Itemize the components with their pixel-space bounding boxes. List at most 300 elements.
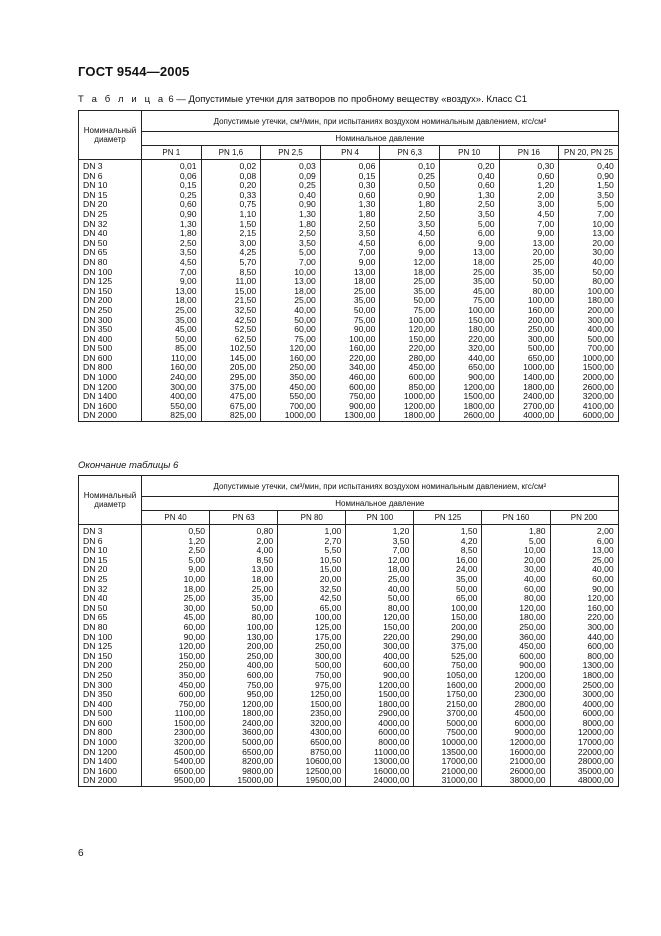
cell-leakage-value: 4,20 bbox=[414, 537, 482, 547]
cell-leakage-value: 38000,00 bbox=[482, 776, 550, 786]
cell-leakage-value: 13,00 bbox=[142, 287, 202, 297]
cell-leakage-value: 25,00 bbox=[439, 268, 499, 278]
cell-leakage-value: 4500,00 bbox=[482, 709, 550, 719]
sub-header-nominal-pressure: Номинальное давление bbox=[142, 497, 619, 511]
cell-nominal-diameter: DN 1200 bbox=[79, 383, 142, 393]
cell-leakage-value: 160,00 bbox=[550, 604, 618, 614]
cell-leakage-value: 25,00 bbox=[346, 575, 414, 585]
cell-leakage-value: 13500,00 bbox=[414, 748, 482, 758]
cell-leakage-value: 825,00 bbox=[142, 411, 202, 421]
cell-leakage-value: 0,40 bbox=[559, 160, 619, 172]
cell-leakage-value: 65,00 bbox=[278, 604, 346, 614]
cell-leakage-value: 440,00 bbox=[439, 354, 499, 364]
table-row bbox=[79, 525, 619, 537]
cell-leakage-value: 250,00 bbox=[210, 652, 278, 662]
cell-leakage-value: 0,25 bbox=[142, 191, 202, 201]
cell-leakage-value: 600,00 bbox=[320, 383, 380, 393]
cell-leakage-value: 160,00 bbox=[320, 344, 380, 354]
cell-nominal-diameter: DN 80 bbox=[79, 258, 142, 268]
cell-nominal-diameter: DN 3 bbox=[79, 160, 142, 172]
cell-leakage-value: 18,00 bbox=[320, 277, 380, 287]
cell-leakage-value: 9,00 bbox=[439, 239, 499, 249]
cell-leakage-value: 700,00 bbox=[261, 402, 321, 412]
cell-leakage-value: 2150,00 bbox=[414, 700, 482, 710]
cell-leakage-value: 15,00 bbox=[278, 565, 346, 575]
cell-leakage-value: 300,00 bbox=[499, 335, 559, 345]
cell-leakage-value: 32,50 bbox=[201, 306, 261, 316]
cell-leakage-value: 4,50 bbox=[380, 229, 440, 239]
cell-leakage-value: 21,50 bbox=[201, 296, 261, 306]
cell-leakage-value: 4,50 bbox=[142, 258, 202, 268]
cell-leakage-value: 1,80 bbox=[261, 220, 321, 230]
cell-leakage-value: 2000,00 bbox=[559, 373, 619, 383]
cell-nominal-diameter: DN 50 bbox=[79, 604, 142, 614]
cell-leakage-value: 9800,00 bbox=[210, 767, 278, 777]
cell-leakage-value: 1600,00 bbox=[414, 681, 482, 691]
cell-leakage-value: 2300,00 bbox=[142, 728, 210, 738]
cell-leakage-value: 2,00 bbox=[550, 525, 618, 537]
cell-leakage-value: 19500,00 bbox=[278, 776, 346, 786]
cell-leakage-value: 5,00 bbox=[439, 220, 499, 230]
cell-leakage-value: 45,00 bbox=[142, 613, 210, 623]
cell-leakage-value: 75,00 bbox=[439, 296, 499, 306]
cell-leakage-value: 0,90 bbox=[261, 200, 321, 210]
cell-leakage-value: 25,00 bbox=[261, 296, 321, 306]
cell-nominal-diameter: DN 15 bbox=[79, 191, 142, 201]
cell-leakage-value: 13,00 bbox=[261, 277, 321, 287]
cell-leakage-value: 200,00 bbox=[210, 642, 278, 652]
cell-leakage-value: 24000,00 bbox=[346, 776, 414, 786]
cell-leakage-value: 48000,00 bbox=[550, 776, 618, 786]
cell-nominal-diameter: DN 250 bbox=[79, 306, 142, 316]
cell-leakage-value: 13000,00 bbox=[346, 757, 414, 767]
cell-leakage-value: 525,00 bbox=[414, 652, 482, 662]
cell-leakage-value: 10,00 bbox=[142, 575, 210, 585]
cell-leakage-value: 1,10 bbox=[201, 210, 261, 220]
cell-leakage-value: 9500,00 bbox=[142, 776, 210, 786]
cell-leakage-value: 65,00 bbox=[414, 594, 482, 604]
cell-leakage-value: 825,00 bbox=[201, 411, 261, 421]
cell-leakage-value: 6,00 bbox=[439, 229, 499, 239]
cell-nominal-diameter: DN 40 bbox=[79, 594, 142, 604]
cell-leakage-value: 1,20 bbox=[499, 181, 559, 191]
cell-leakage-value: 7,00 bbox=[261, 258, 321, 268]
cell-leakage-value: 600,00 bbox=[210, 671, 278, 681]
cell-leakage-value: 1800,00 bbox=[550, 671, 618, 681]
group-header-allowed-leakage: Допустимые утечки, см³/мин, при испытаниях воздухом номинальным давлением, кгс/см² bbox=[142, 476, 619, 497]
column-header-pressure: PN 20, PN 25 bbox=[559, 146, 619, 160]
cell-leakage-value: 750,00 bbox=[320, 392, 380, 402]
column-header-pressure: PN 6,3 bbox=[380, 146, 440, 160]
cell-leakage-value: 100,00 bbox=[320, 335, 380, 345]
cell-leakage-value: 1500,00 bbox=[559, 363, 619, 373]
cell-leakage-value: 460,00 bbox=[320, 373, 380, 383]
cell-leakage-value: 1000,00 bbox=[261, 411, 321, 421]
cell-leakage-value: 18,00 bbox=[210, 575, 278, 585]
cell-leakage-value: 102,50 bbox=[201, 344, 261, 354]
cell-leakage-value: 180,00 bbox=[559, 296, 619, 306]
column-header-pressure: PN 1 bbox=[142, 146, 202, 160]
cell-leakage-value: 1,50 bbox=[559, 181, 619, 191]
cell-leakage-value: 1,30 bbox=[261, 210, 321, 220]
cell-leakage-value: 10,00 bbox=[482, 546, 550, 556]
row-header-nominal-diameter: Номинальный диаметр bbox=[79, 111, 142, 160]
cell-leakage-value: 10,00 bbox=[261, 268, 321, 278]
cell-nominal-diameter: DN 100 bbox=[79, 633, 142, 643]
cell-leakage-value: 2,15 bbox=[201, 229, 261, 239]
cell-leakage-value: 60,00 bbox=[142, 623, 210, 633]
cell-leakage-value: 850,00 bbox=[380, 383, 440, 393]
cell-leakage-value: 2400,00 bbox=[499, 392, 559, 402]
cell-leakage-value: 0,15 bbox=[320, 172, 380, 182]
cell-leakage-value: 26000,00 bbox=[482, 767, 550, 777]
cell-leakage-value: 0,01 bbox=[142, 160, 202, 172]
cell-leakage-value: 0,60 bbox=[499, 172, 559, 182]
cell-leakage-value: 400,00 bbox=[559, 325, 619, 335]
cell-nominal-diameter: DN 1200 bbox=[79, 748, 142, 758]
cell-leakage-value: 250,00 bbox=[499, 325, 559, 335]
cell-leakage-value: 50,00 bbox=[261, 316, 321, 326]
cell-leakage-value: 0,60 bbox=[320, 191, 380, 201]
cell-leakage-value: 8,50 bbox=[210, 556, 278, 566]
cell-leakage-value: 35,00 bbox=[380, 287, 440, 297]
cell-leakage-value: 10600,00 bbox=[278, 757, 346, 767]
cell-leakage-value: 45,00 bbox=[142, 325, 202, 335]
cell-leakage-value: 0,40 bbox=[261, 191, 321, 201]
cell-leakage-value: 30,00 bbox=[559, 248, 619, 258]
cell-leakage-value: 22000,00 bbox=[550, 748, 618, 758]
cell-leakage-value: 3,50 bbox=[439, 210, 499, 220]
cell-leakage-value: 4000,00 bbox=[499, 411, 559, 421]
cell-leakage-value: 6000,00 bbox=[482, 719, 550, 729]
cell-leakage-value: 7,00 bbox=[559, 210, 619, 220]
cell-leakage-value: 1800,00 bbox=[499, 383, 559, 393]
cell-leakage-value: 13,00 bbox=[320, 268, 380, 278]
cell-leakage-value: 35,00 bbox=[210, 594, 278, 604]
cell-leakage-value: 13,00 bbox=[550, 546, 618, 556]
cell-leakage-value: 6000,00 bbox=[346, 728, 414, 738]
cell-leakage-value: 4500,00 bbox=[142, 748, 210, 758]
cell-leakage-value: 4,00 bbox=[210, 546, 278, 556]
cell-leakage-value: 4100,00 bbox=[559, 402, 619, 412]
cell-nominal-diameter: DN 1600 bbox=[79, 402, 142, 412]
cell-leakage-value: 3,00 bbox=[499, 200, 559, 210]
cell-leakage-value: 200,00 bbox=[559, 306, 619, 316]
cell-leakage-value: 0,02 bbox=[201, 160, 261, 172]
cell-leakage-value: 18,00 bbox=[142, 296, 202, 306]
cell-leakage-value: 40,00 bbox=[482, 575, 550, 585]
cell-leakage-value: 5,00 bbox=[559, 200, 619, 210]
cell-leakage-value: 17000,00 bbox=[550, 738, 618, 748]
column-header-pressure: PN 200 bbox=[550, 511, 618, 525]
cell-leakage-value: 650,00 bbox=[499, 354, 559, 364]
cell-leakage-value: 0,90 bbox=[380, 191, 440, 201]
cell-leakage-value: 2,50 bbox=[142, 239, 202, 249]
cell-leakage-value: 12500,00 bbox=[278, 767, 346, 777]
cell-leakage-value: 400,00 bbox=[210, 661, 278, 671]
cell-leakage-value: 250,00 bbox=[482, 623, 550, 633]
cell-leakage-value: 400,00 bbox=[142, 392, 202, 402]
cell-leakage-value: 300,00 bbox=[550, 623, 618, 633]
cell-leakage-value: 1400,00 bbox=[499, 373, 559, 383]
cell-leakage-value: 8,50 bbox=[414, 546, 482, 556]
cell-leakage-value: 0,06 bbox=[142, 172, 202, 182]
cell-leakage-value: 35,00 bbox=[320, 296, 380, 306]
column-header-pressure: PN 40 bbox=[142, 511, 210, 525]
cell-leakage-value: 220,00 bbox=[439, 335, 499, 345]
cell-leakage-value: 50,00 bbox=[559, 268, 619, 278]
cell-nominal-diameter: DN 3 bbox=[79, 525, 142, 537]
cell-leakage-value: 5,00 bbox=[261, 248, 321, 258]
sub-header-nominal-pressure: Номинальное давление bbox=[142, 132, 619, 146]
cell-leakage-value: 250,00 bbox=[142, 661, 210, 671]
cell-leakage-value: 125,00 bbox=[278, 623, 346, 633]
cell-leakage-value: 10,00 bbox=[559, 220, 619, 230]
cell-leakage-value: 0,08 bbox=[201, 172, 261, 182]
cell-leakage-value: 18,00 bbox=[346, 565, 414, 575]
cell-leakage-value: 1500,00 bbox=[439, 392, 499, 402]
cell-leakage-value: 300,00 bbox=[142, 383, 202, 393]
cell-leakage-value: 10,50 bbox=[278, 556, 346, 566]
cell-leakage-value: 2,50 bbox=[142, 546, 210, 556]
cell-leakage-value: 220,00 bbox=[550, 613, 618, 623]
cell-nominal-diameter: DN 500 bbox=[79, 344, 142, 354]
table-row bbox=[79, 160, 619, 172]
cell-leakage-value: 3,50 bbox=[346, 537, 414, 547]
cell-leakage-value: 100,00 bbox=[380, 316, 440, 326]
cell-leakage-value: 28000,00 bbox=[550, 757, 618, 767]
cell-leakage-value: 50,00 bbox=[210, 604, 278, 614]
cell-leakage-value: 150,00 bbox=[439, 316, 499, 326]
cell-leakage-value: 550,00 bbox=[142, 402, 202, 412]
cell-nominal-diameter: DN 50 bbox=[79, 239, 142, 249]
row-header-nominal-diameter: Номинальный диаметр bbox=[79, 476, 142, 525]
leakage-table-part-2 bbox=[78, 475, 619, 787]
cell-leakage-value: 25,00 bbox=[142, 306, 202, 316]
cell-leakage-value: 7500,00 bbox=[414, 728, 482, 738]
cell-nominal-diameter: DN 1400 bbox=[79, 392, 142, 402]
cell-leakage-value: 100,00 bbox=[210, 623, 278, 633]
cell-leakage-value: 4300,00 bbox=[278, 728, 346, 738]
cell-leakage-value: 90,00 bbox=[142, 633, 210, 643]
cell-leakage-value: 2500,00 bbox=[550, 681, 618, 691]
cell-leakage-value: 2600,00 bbox=[559, 383, 619, 393]
cell-leakage-value: 1000,00 bbox=[499, 363, 559, 373]
cell-leakage-value: 100,00 bbox=[414, 604, 482, 614]
cell-leakage-value: 0,90 bbox=[559, 172, 619, 182]
cell-leakage-value: 1300,00 bbox=[550, 661, 618, 671]
cell-leakage-value: 2,00 bbox=[499, 191, 559, 201]
cell-leakage-value: 1,30 bbox=[439, 191, 499, 201]
cell-leakage-value: 150,00 bbox=[414, 613, 482, 623]
cell-leakage-value: 7,00 bbox=[142, 268, 202, 278]
cell-nominal-diameter: DN 400 bbox=[79, 335, 142, 345]
cell-leakage-value: 25,00 bbox=[320, 287, 380, 297]
cell-leakage-value: 120,00 bbox=[346, 613, 414, 623]
group-header-allowed-leakage: Допустимые утечки, см³/мин, при испытаниях воздухом номинальным давлением, кгс/см² bbox=[142, 111, 619, 132]
cell-leakage-value: 220,00 bbox=[380, 344, 440, 354]
cell-leakage-value: 1800,00 bbox=[380, 411, 440, 421]
cell-leakage-value: 100,00 bbox=[559, 287, 619, 297]
cell-nominal-diameter: DN 65 bbox=[79, 248, 142, 258]
cell-leakage-value: 2400,00 bbox=[210, 719, 278, 729]
cell-leakage-value: 12000,00 bbox=[550, 728, 618, 738]
cell-leakage-value: 750,00 bbox=[414, 661, 482, 671]
cell-nominal-diameter: DN 600 bbox=[79, 354, 142, 364]
cell-leakage-value: 0,20 bbox=[201, 181, 261, 191]
cell-leakage-value: 1200,00 bbox=[380, 402, 440, 412]
column-header-pressure: PN 16 bbox=[499, 146, 559, 160]
cell-leakage-value: 600,00 bbox=[380, 373, 440, 383]
cell-leakage-value: 6500,00 bbox=[142, 767, 210, 777]
cell-nominal-diameter: DN 20 bbox=[79, 200, 142, 210]
page-header-title: ГОСТ 9544—2005 bbox=[78, 64, 190, 79]
cell-leakage-value: 75,00 bbox=[320, 316, 380, 326]
cell-leakage-value: 2800,00 bbox=[482, 700, 550, 710]
cell-leakage-value: 900,00 bbox=[482, 661, 550, 671]
cell-leakage-value: 4000,00 bbox=[346, 719, 414, 729]
cell-leakage-value: 550,00 bbox=[261, 392, 321, 402]
cell-leakage-value: 80,00 bbox=[499, 287, 559, 297]
cell-leakage-value: 3,50 bbox=[559, 191, 619, 201]
cell-leakage-value: 700,00 bbox=[559, 344, 619, 354]
cell-leakage-value: 440,00 bbox=[550, 633, 618, 643]
cell-leakage-value: 1050,00 bbox=[414, 671, 482, 681]
cell-leakage-value: 290,00 bbox=[414, 633, 482, 643]
cell-leakage-value: 25,00 bbox=[550, 556, 618, 566]
cell-leakage-value: 1,20 bbox=[142, 537, 210, 547]
cell-leakage-value: 220,00 bbox=[320, 354, 380, 364]
cell-leakage-value: 1,30 bbox=[142, 220, 202, 230]
cell-leakage-value: 25,00 bbox=[142, 594, 210, 604]
cell-leakage-value: 3,50 bbox=[142, 248, 202, 258]
cell-leakage-value: 7,00 bbox=[320, 248, 380, 258]
cell-leakage-value: 30,00 bbox=[142, 604, 210, 614]
cell-leakage-value: 375,00 bbox=[414, 642, 482, 652]
cell-leakage-value: 1800,00 bbox=[210, 709, 278, 719]
cell-leakage-value: 280,00 bbox=[380, 354, 440, 364]
cell-nominal-diameter: DN 200 bbox=[79, 661, 142, 671]
cell-leakage-value: 150,00 bbox=[346, 623, 414, 633]
cell-leakage-value: 900,00 bbox=[346, 671, 414, 681]
cell-nominal-diameter: DN 15 bbox=[79, 556, 142, 566]
cell-leakage-value: 1200,00 bbox=[482, 671, 550, 681]
cell-leakage-value: 42,50 bbox=[278, 594, 346, 604]
cell-leakage-value: 12,00 bbox=[346, 556, 414, 566]
cell-leakage-value: 800,00 bbox=[550, 652, 618, 662]
cell-leakage-value: 25,00 bbox=[380, 277, 440, 287]
cell-nominal-diameter: DN 125 bbox=[79, 277, 142, 287]
cell-leakage-value: 1300,00 bbox=[320, 411, 380, 421]
cell-leakage-value: 5000,00 bbox=[414, 719, 482, 729]
cell-nominal-diameter: DN 300 bbox=[79, 316, 142, 326]
cell-leakage-value: 11,00 bbox=[201, 277, 261, 287]
cell-leakage-value: 350,00 bbox=[261, 373, 321, 383]
cell-leakage-value: 320,00 bbox=[439, 344, 499, 354]
cell-leakage-value: 1200,00 bbox=[439, 383, 499, 393]
cell-leakage-value: 675,00 bbox=[201, 402, 261, 412]
table-continuation-caption: Окончание таблицы 6 bbox=[78, 460, 179, 471]
cell-leakage-value: 15000,00 bbox=[210, 776, 278, 786]
table-caption-text: 6 — Допустимые утечки для затворов по пробному веществу «воздух». Класс С1 bbox=[165, 94, 528, 105]
cell-leakage-value: 1750,00 bbox=[414, 690, 482, 700]
cell-leakage-value: 450,00 bbox=[261, 383, 321, 393]
cell-leakage-value: 1,00 bbox=[278, 525, 346, 537]
table-caption-prefix: Т а б л и ц а bbox=[78, 94, 166, 105]
cell-leakage-value: 3200,00 bbox=[278, 719, 346, 729]
cell-leakage-value: 145,00 bbox=[201, 354, 261, 364]
cell-leakage-value: 750,00 bbox=[210, 681, 278, 691]
cell-leakage-value: 4,50 bbox=[320, 239, 380, 249]
cell-leakage-value: 150,00 bbox=[380, 335, 440, 345]
cell-nominal-diameter: DN 600 bbox=[79, 719, 142, 729]
cell-leakage-value: 1,80 bbox=[142, 229, 202, 239]
cell-leakage-value: 6000,00 bbox=[550, 709, 618, 719]
cell-leakage-value: 15,00 bbox=[201, 287, 261, 297]
cell-nominal-diameter: DN 32 bbox=[79, 220, 142, 230]
cell-leakage-value: 9,00 bbox=[320, 258, 380, 268]
cell-leakage-value: 35,00 bbox=[499, 268, 559, 278]
cell-leakage-value: 250,00 bbox=[261, 363, 321, 373]
table-row bbox=[79, 776, 619, 786]
cell-leakage-value: 1,50 bbox=[201, 220, 261, 230]
cell-leakage-value: 1,80 bbox=[482, 525, 550, 537]
cell-leakage-value: 0,90 bbox=[142, 210, 202, 220]
cell-nominal-diameter: DN 400 bbox=[79, 700, 142, 710]
cell-leakage-value: 5,70 bbox=[201, 258, 261, 268]
cell-leakage-value: 2,50 bbox=[439, 200, 499, 210]
cell-leakage-value: 6500,00 bbox=[278, 738, 346, 748]
cell-nominal-diameter: DN 1000 bbox=[79, 738, 142, 748]
cell-nominal-diameter: DN 2000 bbox=[79, 776, 142, 786]
cell-leakage-value: 0,03 bbox=[261, 160, 321, 172]
cell-leakage-value: 60,00 bbox=[550, 575, 618, 585]
table-caption bbox=[78, 94, 527, 105]
cell-leakage-value: 900,00 bbox=[439, 373, 499, 383]
cell-leakage-value: 160,00 bbox=[261, 354, 321, 364]
column-header-pressure: PN 10 bbox=[439, 146, 499, 160]
cell-leakage-value: 13,00 bbox=[439, 248, 499, 258]
cell-leakage-value: 12000,00 bbox=[482, 738, 550, 748]
cell-leakage-value: 500,00 bbox=[559, 335, 619, 345]
cell-leakage-value: 250,00 bbox=[278, 642, 346, 652]
cell-leakage-value: 20,00 bbox=[559, 239, 619, 249]
page-number: 6 bbox=[78, 848, 84, 859]
cell-leakage-value: 2700,00 bbox=[499, 402, 559, 412]
cell-leakage-value: 2350,00 bbox=[278, 709, 346, 719]
cell-nominal-diameter: DN 800 bbox=[79, 363, 142, 373]
cell-leakage-value: 100,00 bbox=[278, 613, 346, 623]
cell-leakage-value: 120,00 bbox=[261, 344, 321, 354]
cell-leakage-value: 80,00 bbox=[482, 594, 550, 604]
cell-leakage-value: 50,00 bbox=[320, 306, 380, 316]
cell-nominal-diameter: DN 10 bbox=[79, 181, 142, 191]
column-header-pressure: PN 160 bbox=[482, 511, 550, 525]
cell-leakage-value: 50,00 bbox=[346, 594, 414, 604]
cell-leakage-value: 600,00 bbox=[142, 690, 210, 700]
cell-leakage-value: 6,00 bbox=[550, 537, 618, 547]
cell-leakage-value: 4,50 bbox=[499, 210, 559, 220]
cell-leakage-value: 3200,00 bbox=[142, 738, 210, 748]
cell-leakage-value: 12,00 bbox=[380, 258, 440, 268]
column-header-pressure: PN 63 bbox=[210, 511, 278, 525]
cell-leakage-value: 6,00 bbox=[380, 239, 440, 249]
cell-leakage-value: 0,60 bbox=[142, 200, 202, 210]
cell-leakage-value: 6500,00 bbox=[210, 748, 278, 758]
cell-leakage-value: 3700,00 bbox=[414, 709, 482, 719]
cell-leakage-value: 950,00 bbox=[210, 690, 278, 700]
cell-leakage-value: 10000,00 bbox=[414, 738, 482, 748]
